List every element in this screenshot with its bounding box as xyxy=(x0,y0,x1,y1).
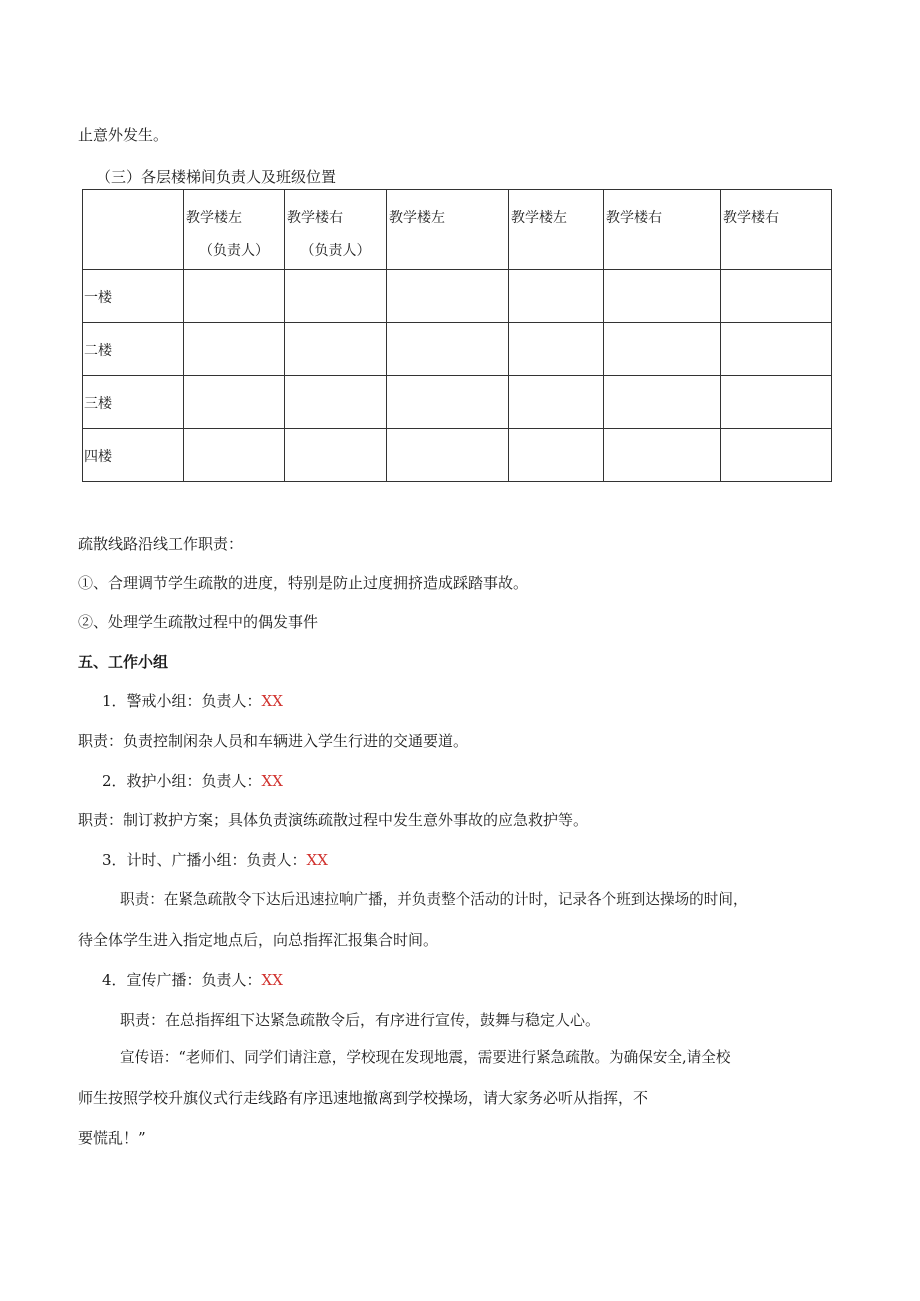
slogan-line-1: 宣传语：“老师们、同学们请注意，学校现在发现地震，需要进行紧急疏散。为确保安全,请全校 xyxy=(120,1049,731,1066)
header-label: 教学楼右 xyxy=(723,210,779,226)
table-cell xyxy=(184,323,285,376)
floor-label: 四楼 xyxy=(84,449,112,465)
evac-duties-title: 疏散线路沿线工作职责： xyxy=(78,535,244,553)
group-label: 4．宣传广播：负责人： xyxy=(102,971,262,989)
slogan-line-3: 要慌乱！” xyxy=(78,1129,146,1147)
header-sublabel: （负责人） xyxy=(300,243,371,259)
table-header-cell xyxy=(387,190,509,270)
section5-title: 五、工作小组 xyxy=(78,653,169,671)
table-cell xyxy=(721,323,832,376)
table-header-cell xyxy=(509,190,604,270)
table-cell xyxy=(387,429,509,482)
row-label-cell xyxy=(83,429,184,482)
table-cell xyxy=(509,323,604,376)
table-cell xyxy=(604,376,721,429)
section3-title: （三）各层楼梯间负责人及班级位置 xyxy=(96,168,337,186)
group-4-heading xyxy=(102,970,283,990)
table-cell xyxy=(721,429,832,482)
table-header-cell xyxy=(604,190,721,270)
header-label: 教学楼左 xyxy=(511,210,567,226)
table-cell xyxy=(285,270,387,323)
row-label-cell xyxy=(83,376,184,429)
table-cell xyxy=(387,270,509,323)
group-2-heading xyxy=(102,771,283,791)
table-header-cell xyxy=(184,190,285,270)
table-header-cell xyxy=(83,190,184,270)
group-4-duty: 职责：在总指挥组下达紧急疏散令后，有序进行宣传，鼓舞与稳定人心。 xyxy=(120,1011,601,1029)
table-header-row xyxy=(83,190,832,270)
group-label: 1．警戒小组：负责人： xyxy=(102,692,262,710)
group-3-heading xyxy=(102,850,328,870)
floor-label: 三楼 xyxy=(84,396,112,412)
table-cell xyxy=(184,429,285,482)
group-leader: XX xyxy=(261,692,283,710)
table-cell xyxy=(604,323,721,376)
row-label-cell xyxy=(83,270,184,323)
table-cell xyxy=(509,376,604,429)
table-cell xyxy=(184,376,285,429)
group-label: 3．计时、广播小组：负责人： xyxy=(102,851,307,869)
header-label: 教学楼右 xyxy=(606,210,662,226)
table-cell xyxy=(387,376,509,429)
table-cell xyxy=(285,429,387,482)
table-header-cell xyxy=(285,190,387,270)
floor-label: 二楼 xyxy=(84,343,112,359)
table-header-cell xyxy=(721,190,832,270)
table-row xyxy=(83,429,832,482)
group-leader: XX xyxy=(261,971,283,989)
row-label-cell xyxy=(83,323,184,376)
group-3-duty-line-2: 待全体学生进入指定地点后，向总指挥汇报集合时间。 xyxy=(78,931,439,949)
evac-duty-item-1: ①、合理调节学生疏散的进度，特别是防止过度拥挤造成踩踏事故。 xyxy=(78,574,529,592)
group-1-duty: 职责：负责控制闲杂人员和车辆进入学生行进的交通要道。 xyxy=(78,732,469,750)
header-label: 教学楼左 xyxy=(389,210,445,226)
floor-label: 一楼 xyxy=(84,290,112,306)
table-cell xyxy=(721,376,832,429)
table-cell xyxy=(721,270,832,323)
table-cell xyxy=(604,270,721,323)
header-label: 教学楼右 xyxy=(287,210,343,226)
slogan-line-2: 师生按照学校升旗仪式行走线路有序迅速地撤离到学校操场，请大家务必听从指挥，不 xyxy=(78,1089,649,1107)
group-leader: XX xyxy=(306,851,328,869)
group-2-duty: 职责：制订救护方案；具体负责演练疏散过程中发生意外事故的应急救护等。 xyxy=(78,811,589,829)
header-sublabel: （负责人） xyxy=(199,243,269,259)
group-label: 2．救护小组：负责人： xyxy=(102,772,262,790)
group-3-duty-line-1: 职责：在紧急疏散令下达后迅速拉响广播，并负责整个活动的计时，记录各个班到达操场的时间， xyxy=(120,891,748,908)
table-cell xyxy=(285,323,387,376)
evac-duty-item-2: ②、处理学生疏散过程中的偶发事件 xyxy=(78,613,319,631)
table-row xyxy=(83,270,832,323)
table-cell xyxy=(509,429,604,482)
table-cell xyxy=(509,270,604,323)
table-cell xyxy=(285,376,387,429)
table-row xyxy=(83,376,832,429)
stairwell-table xyxy=(82,189,832,482)
header-label: 教学楼左 xyxy=(186,210,242,226)
group-leader: XX xyxy=(261,772,283,790)
group-1-heading xyxy=(102,691,283,711)
table-cell xyxy=(184,270,285,323)
table-cell xyxy=(604,429,721,482)
intro-tail-text: 止意外发生。 xyxy=(78,126,169,144)
table-row xyxy=(83,323,832,376)
table-cell xyxy=(387,323,509,376)
